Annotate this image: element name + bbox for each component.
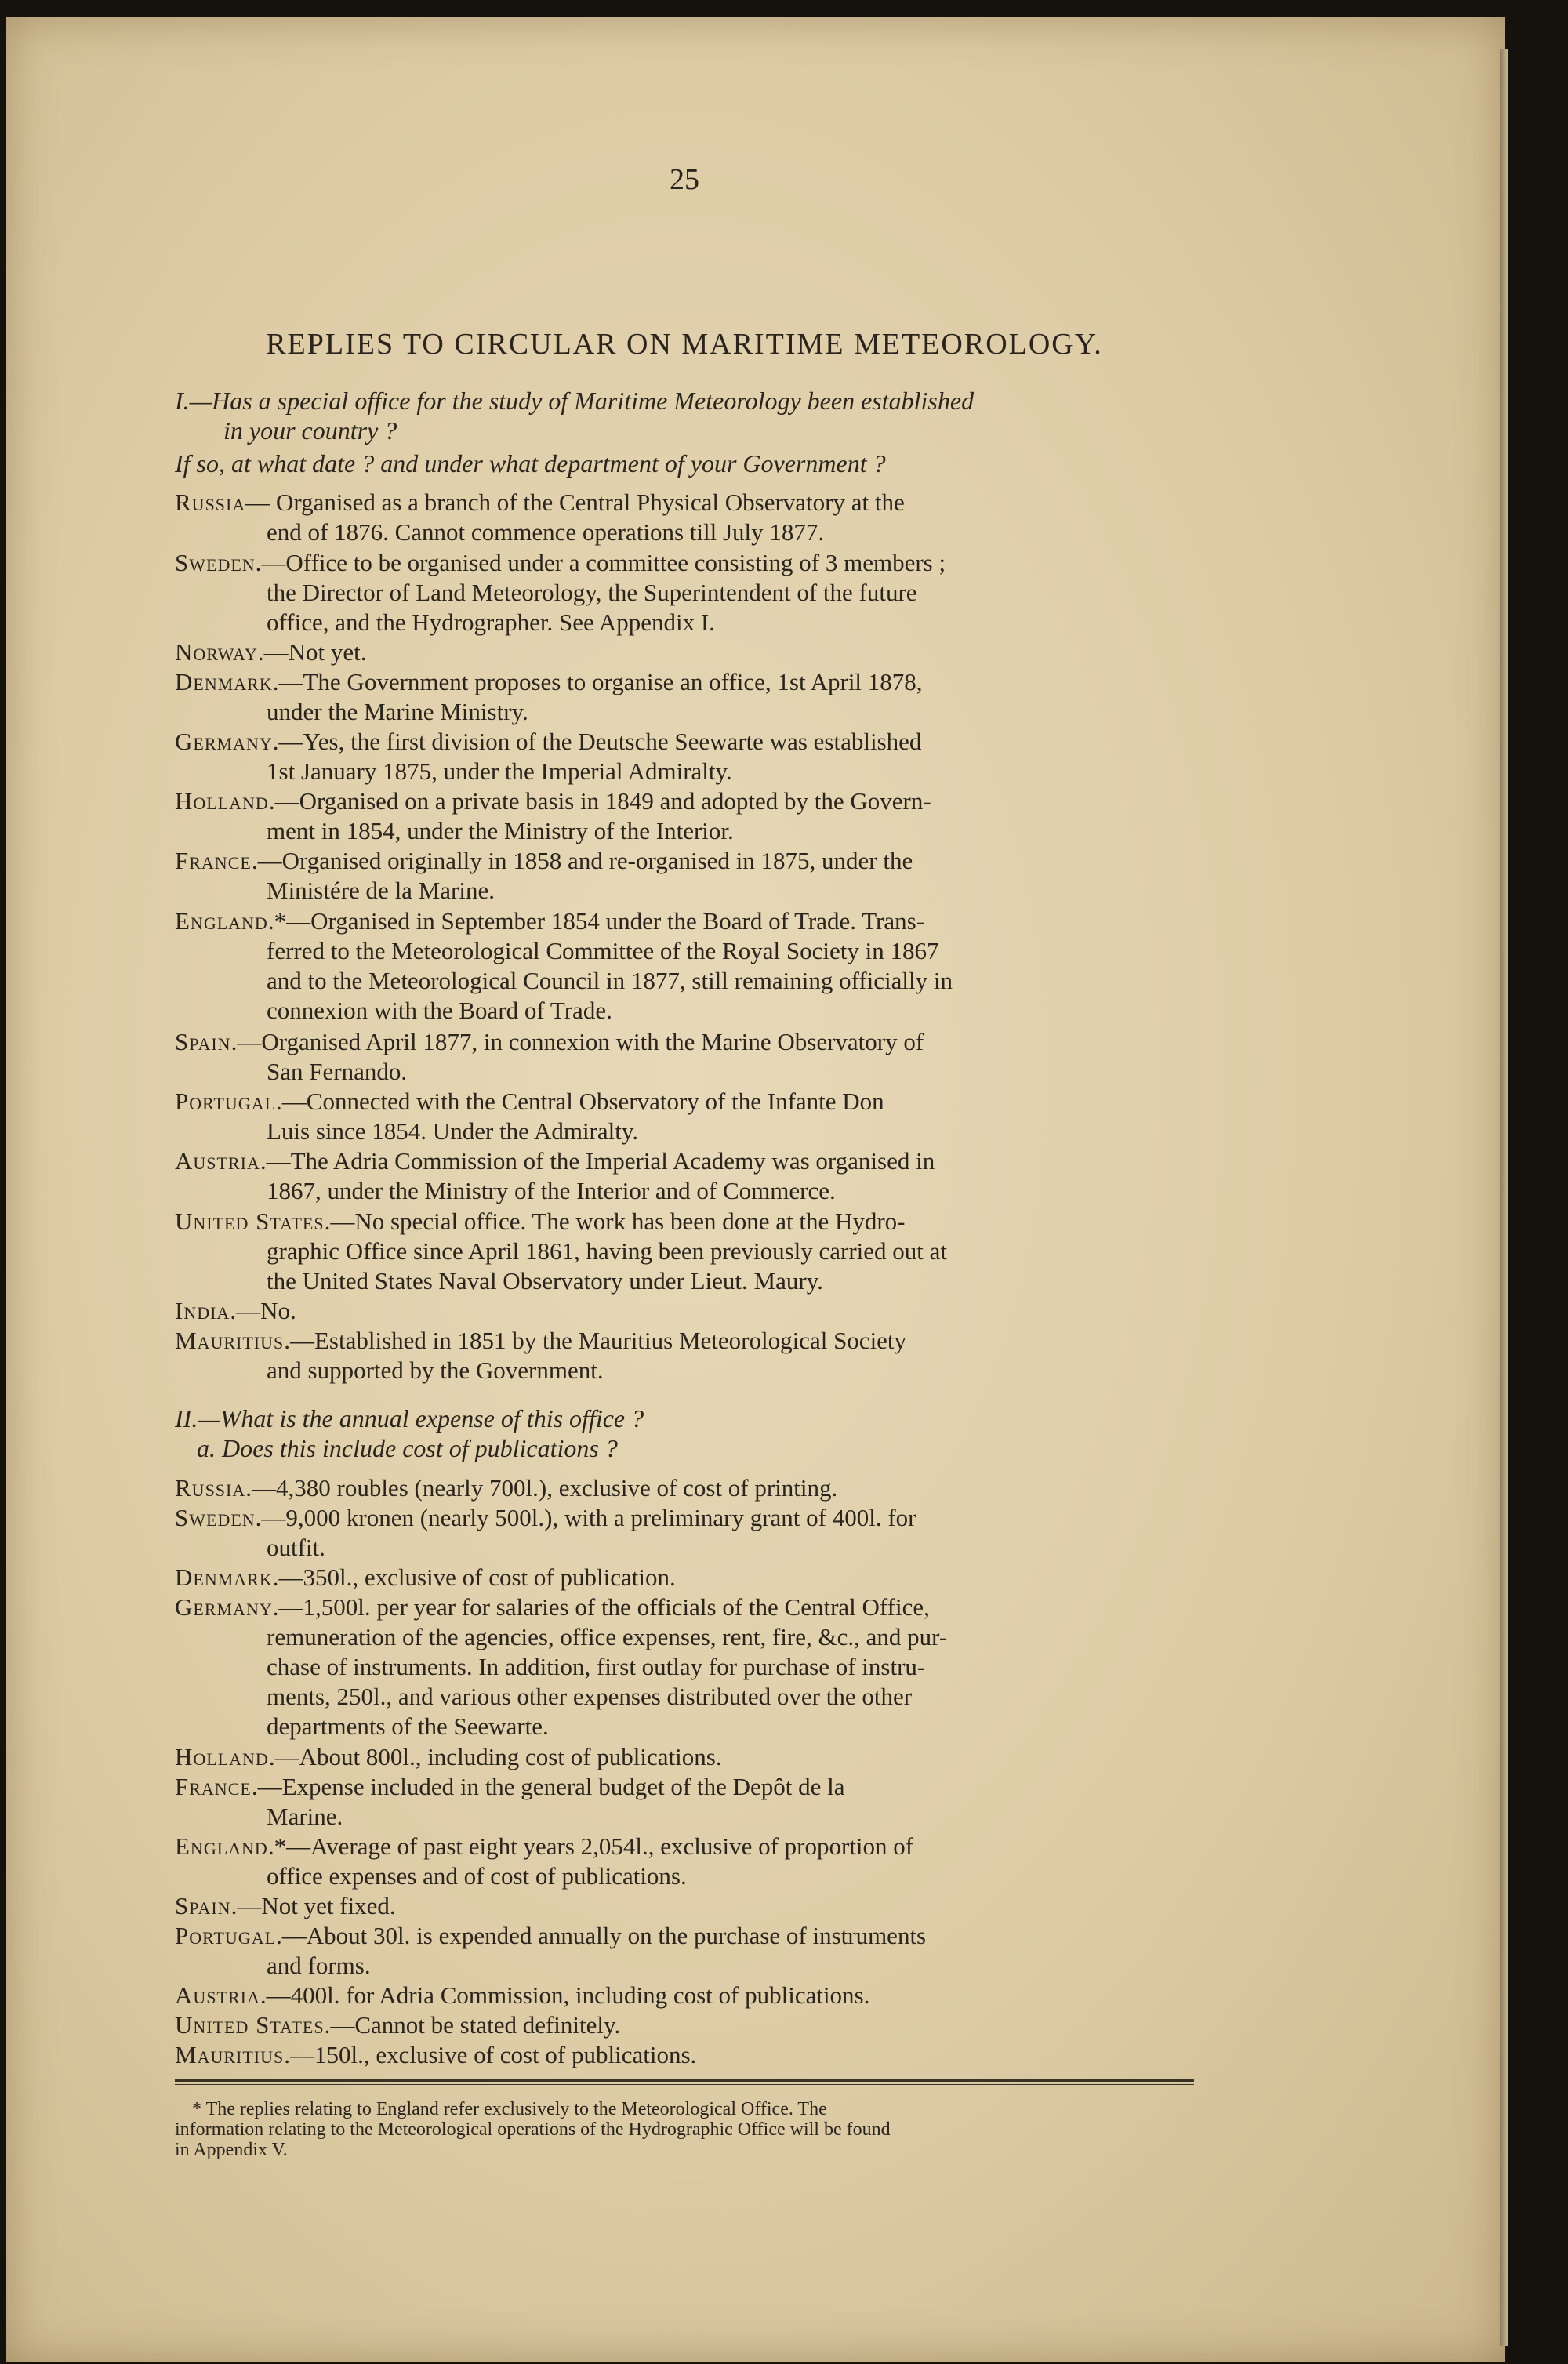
- reply-first-line: [175, 1563, 1194, 1592]
- reply-entry: [175, 1592, 1194, 1741]
- reply-text: .—Organised April 1877, in connexion with the Marine Observatory of: [230, 1028, 924, 1055]
- reply-first-line: [175, 1981, 1194, 2010]
- footnote-line: in Appendix V.: [175, 2140, 288, 2160]
- reply-first-line: [175, 906, 1194, 936]
- reply-text: .—Connected with the Central Observatory of the Infante Don: [276, 1088, 884, 1115]
- reply-first-line: [175, 1891, 1194, 1921]
- reply-text: .—Not yet.: [257, 638, 367, 666]
- reply-entry: [175, 1326, 1194, 1385]
- reply-first-line: [175, 1503, 1194, 1533]
- reply-entry: [175, 1146, 1194, 1206]
- reply-first-line: [175, 637, 1194, 667]
- reply-continuation-line: graphic Office since April 1861, having been previously carried out at: [267, 1237, 948, 1265]
- country-name: Spain: [175, 1892, 231, 1919]
- question-2a: a. Does this include cost of publications ?: [197, 1434, 618, 1462]
- country-name: England: [175, 907, 268, 935]
- reply-first-line: [175, 1207, 1194, 1236]
- reply-entry: [175, 1832, 1194, 1891]
- reply-entry: [175, 906, 1194, 1026]
- question-1b: If so, at what date ? and under what department of your Government ?: [175, 449, 886, 478]
- reply-entry: [175, 2040, 1194, 2070]
- reply-text: .—The Government proposes to organise an office, 1st April 1878,: [272, 668, 923, 695]
- country-name: Austria: [175, 1147, 260, 1175]
- reply-continuation-line: ferred to the Meteorological Committee of the Royal Society in 1867: [267, 937, 939, 964]
- reply-entry: [175, 1207, 1194, 1296]
- reply-continuation-line: ment in 1854, under the Ministry of the Interior.: [267, 817, 734, 844]
- page: [6, 17, 1505, 2362]
- reply-text: .—No special office. The work has been done at the Hydro-: [324, 1207, 906, 1235]
- country-name: Sweden: [175, 549, 256, 576]
- country-name: Norway: [175, 638, 258, 666]
- reply-entry: [175, 727, 1194, 786]
- country-name: Russia: [175, 488, 246, 516]
- reply-first-line: [175, 2010, 1194, 2040]
- reply-continuation-line: connexion with the Board of Trade.: [267, 997, 612, 1024]
- reply-text: .—About 800l., including cost of publications.: [268, 1743, 722, 1770]
- reply-entry: [175, 1027, 1194, 1087]
- footnote-rule-thin: [175, 2084, 1194, 2085]
- country-name: Denmark: [175, 668, 273, 695]
- reply-text: .—Yes, the first division of the Deutsche Seewarte was established: [272, 728, 922, 755]
- reply-first-line: [175, 1296, 1194, 1326]
- country-name: India: [175, 1297, 230, 1324]
- reply-text: .*—Organised in September 1854 under the Board of Trade. Trans-: [267, 907, 925, 935]
- reply-continuation-line: departments of the Seewarte.: [267, 1712, 549, 1740]
- reply-continuation-line: and to the Meteorological Council in 1877, still remaining officially in: [267, 967, 953, 994]
- reply-continuation-line: 1st January 1875, under the Imperial Admiralty.: [267, 757, 732, 785]
- reply-text: .—9,000 kronen (nearly 500l.), with a preliminary grant of 400l. for: [255, 1504, 916, 1531]
- reply-text: .—Expense included in the general budget of the Depôt de la: [251, 1773, 845, 1800]
- country-name: France: [175, 1773, 252, 1800]
- reply-entry: [175, 1563, 1194, 1592]
- reply-entry: [175, 1296, 1194, 1326]
- reply-entry: [175, 1981, 1194, 2010]
- reply-continuation-line: San Fernando.: [267, 1058, 408, 1085]
- reply-continuation-line: and forms.: [267, 1952, 371, 1979]
- reply-entry: [175, 488, 1194, 547]
- reply-first-line: [175, 548, 1194, 578]
- country-name: Denmark: [175, 1563, 273, 1591]
- reply-continuation-line: ments, 250l., and various other expenses distributed over the other: [267, 1683, 913, 1710]
- reply-continuation-line: and supported by the Government.: [267, 1356, 604, 1384]
- footnote-rule: [175, 2079, 1194, 2082]
- reply-text: .—1,500l. per year for salaries of the officials of the Central Office,: [272, 1593, 930, 1621]
- footnote-line: information relating to the Meteorological operations of the Hydrographic Office will be found: [175, 2119, 891, 2140]
- reply-first-line: [175, 667, 1194, 697]
- question-1-line-1: I.—Has a special office for the study of Maritime Meteorology been established: [175, 387, 975, 415]
- reply-continuation-line: the Director of Land Meteorology, the Superintendent of the future: [267, 579, 917, 606]
- reply-first-line: [175, 1027, 1194, 1057]
- country-name: Portugal: [175, 1922, 277, 1949]
- reply-text: — Organised as a branch of the Central Physical Observatory at the: [245, 488, 905, 516]
- reply-continuation-line: chase of instruments. In addition, first outlay for purchase of instru-: [267, 1653, 926, 1680]
- country-name: Holland: [175, 1743, 269, 1770]
- reply-text: .—150l., exclusive of cost of publications.: [284, 2041, 697, 2068]
- reply-entry: [175, 667, 1194, 727]
- reply-entry: [175, 637, 1194, 667]
- reply-first-line: [175, 846, 1194, 876]
- reply-entry: [175, 1742, 1194, 1772]
- reply-first-line: [175, 1473, 1194, 1503]
- reply-text: .—4,380 roubles (nearly 700l.), exclusive of cost of printing.: [245, 1474, 838, 1502]
- reply-entry: [175, 1473, 1194, 1503]
- country-name: Germany: [175, 728, 273, 755]
- reply-first-line: [175, 1326, 1194, 1356]
- reply-text: .*—Average of past eight years 2,054l., exclusive of proportion of: [267, 1832, 914, 1860]
- reply-first-line: [175, 1921, 1194, 1951]
- reply-entry: [175, 1087, 1194, 1146]
- page-edge: [1500, 49, 1508, 2346]
- country-name: England: [175, 1832, 268, 1860]
- reply-first-line: [175, 786, 1194, 816]
- footnote-line: * The replies relating to England refer exclusively to the Meteorological Office. The: [192, 2099, 827, 2119]
- reply-text: .—Established in 1851 by the Mauritius Meteorological Society: [284, 1327, 907, 1354]
- reply-first-line: [175, 1146, 1194, 1176]
- page-number: 25: [670, 163, 699, 196]
- reply-continuation-line: Luis since 1854. Under the Admiralty.: [267, 1117, 639, 1145]
- reply-text: .—The Adria Commission of the Imperial Academy was organised in: [260, 1147, 935, 1175]
- country-name: Mauritius: [175, 1327, 285, 1354]
- reply-continuation-line: under the Marine Ministry.: [267, 698, 528, 725]
- country-name: Spain: [175, 1028, 231, 1055]
- reply-text: .—Organised on a private basis in 1849 and adopted by the Govern-: [268, 787, 931, 815]
- reply-entry: [175, 786, 1194, 846]
- reply-text: .—No.: [230, 1297, 296, 1324]
- reply-text: .—400l. for Adria Commission, including cost of publications.: [260, 1981, 870, 2009]
- reply-continuation-line: end of 1876. Cannot commence operations till July 1877.: [267, 518, 825, 546]
- country-name: Portugal: [175, 1088, 277, 1115]
- footnote: [175, 2099, 1194, 2160]
- reply-first-line: [175, 1742, 1194, 1772]
- reply-continuation-line: 1867, under the Ministry of the Interior and of Commerce.: [267, 1177, 836, 1204]
- reply-entry: [175, 1891, 1194, 1921]
- country-name: Sweden: [175, 1504, 256, 1531]
- reply-text: .—350l., exclusive of cost of publication.: [272, 1563, 676, 1591]
- reply-text: .—Office to be organised under a committee consisting of 3 members ;: [255, 549, 946, 576]
- reply-text: .—Organised originally in 1858 and re-organised in 1875, under the: [251, 847, 913, 874]
- question-2: II.—What is the annual expense of this office ?: [175, 1404, 644, 1433]
- country-name: United States: [175, 1207, 325, 1235]
- reply-continuation-line: remuneration of the agencies, office expenses, rent, fire, &c., and pur-: [267, 1623, 948, 1650]
- question-1: [175, 386, 1194, 445]
- country-name: Germany: [175, 1593, 273, 1621]
- reply-continuation-line: office expenses and of cost of publications.: [267, 1862, 687, 1890]
- country-name: Austria: [175, 1981, 260, 2009]
- reply-first-line: [175, 1772, 1194, 1802]
- country-name: Russia: [175, 1474, 246, 1502]
- reply-first-line: [175, 1087, 1194, 1117]
- reply-entry: [175, 846, 1194, 906]
- reply-entry: [175, 1503, 1194, 1563]
- reply-continuation-line: Ministére de la Marine.: [267, 877, 495, 904]
- reply-first-line: [175, 2040, 1194, 2070]
- reply-first-line: [175, 1592, 1194, 1622]
- reply-entry: [175, 1772, 1194, 1832]
- reply-first-line: [175, 488, 1194, 517]
- country-name: France: [175, 847, 252, 874]
- page-title: REPLIES TO CIRCULAR ON MARITIME METEOROLOGY.: [266, 328, 1103, 361]
- reply-entry: [175, 548, 1194, 637]
- reply-continuation-line: office, and the Hydrographer. See Appendix I.: [267, 608, 715, 636]
- reply-entry: [175, 2010, 1194, 2040]
- reply-text: .—About 30l. is expended annually on the purchase of instruments: [276, 1922, 927, 1949]
- country-name: United States: [175, 2011, 325, 2039]
- reply-first-line: [175, 1832, 1194, 1861]
- country-name: Holland: [175, 787, 269, 815]
- reply-entry: [175, 1921, 1194, 1981]
- reply-first-line: [175, 727, 1194, 757]
- reply-text: .—Not yet fixed.: [230, 1892, 396, 1919]
- question-1-line-2: in your country ?: [223, 416, 397, 445]
- reply-continuation-line: the United States Naval Observatory under Lieut. Maury.: [267, 1267, 823, 1295]
- reply-continuation-line: outfit.: [267, 1534, 325, 1561]
- country-name: Mauritius: [175, 2041, 285, 2068]
- reply-text: .—Cannot be stated definitely.: [324, 2011, 621, 2039]
- reply-continuation-line: Marine.: [267, 1803, 343, 1830]
